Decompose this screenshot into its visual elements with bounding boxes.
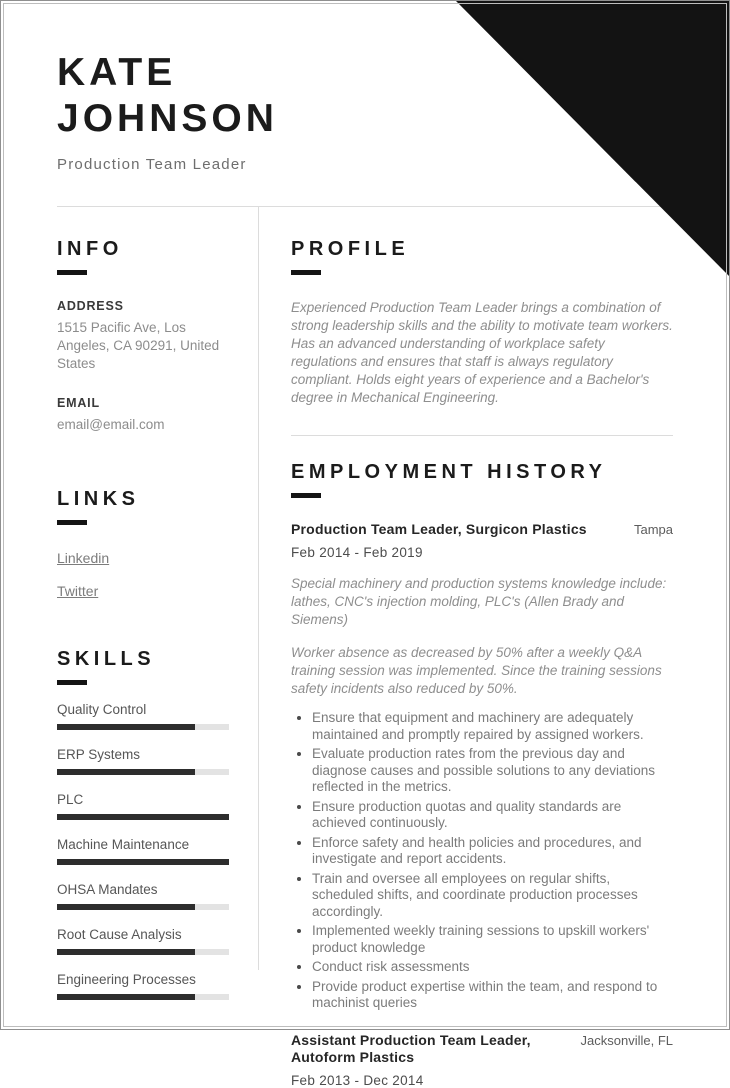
- skill-label: ERP Systems: [57, 747, 141, 762]
- profile-section: [291, 238, 673, 407]
- skill-bar: [57, 949, 229, 955]
- skill-item: [57, 882, 229, 910]
- bullet-item: • Evaluate production rates from the previous day and diagnose causes and possible solutions to any deviations reflected in the metrics.: [312, 746, 673, 796]
- profile-text: Experienced Production Team Leader brings a combination of strong leadership skills and the ability to motivate team workers. Has an advanced understanding of workplace safety regulations and ensures that staff is always regulatory compliant. Holds eight years of experience and a Bachelor's degree in Mechanical Engineering.: [291, 300, 673, 405]
- skill-label: OHSA Mandates: [57, 882, 158, 897]
- info-section: [57, 238, 229, 434]
- skill-item: [57, 927, 229, 955]
- heading-underline-bar: [291, 270, 321, 275]
- skill-label: Quality Control: [57, 702, 147, 717]
- heading-underline-bar: [291, 493, 321, 498]
- job-entry: [291, 1032, 673, 1088]
- bullet-item: • Ensure that equipment and machinery are adequately maintained and promptly repaired by assigned workers.: [312, 710, 673, 743]
- skill-item: [57, 792, 229, 820]
- bullet-item: • Implemented weekly training sessions to upskill workers' product knowledge: [312, 923, 673, 956]
- job-location: Jacksonville, FL: [580, 1032, 673, 1048]
- skill-bar: [57, 994, 229, 1000]
- skill-bar-fill: [57, 859, 229, 865]
- bullet-item: • Provide product expertise within the team, and respond to machinist queries: [312, 979, 673, 1012]
- job-location: Tampa: [633, 522, 673, 537]
- skills-section: [57, 648, 229, 1000]
- job-summary: Special machinery and production systems knowledge include: lathes, CNC's injection molding, PLC's (Allen Brady and Siemens): [291, 576, 667, 627]
- heading-underline-bar: [57, 680, 87, 685]
- address-value: 1515 Pacific Ave, Los Angeles, CA 90291, United States: [57, 320, 220, 371]
- heading-underline-bar: [57, 520, 87, 525]
- job-header: [291, 521, 673, 538]
- job-title: Production Team Leader, Surgicon Plastics: [291, 521, 587, 537]
- bullet-item: • Ensure production quotas and quality standards are achieved continuously.: [312, 799, 673, 832]
- skill-bar-fill: [57, 949, 195, 955]
- bullet-item: • Enforce safety and health policies and procedures, and investigate and report accidents.: [312, 835, 673, 868]
- linkedin-link[interactable]: Linkedin: [57, 550, 110, 566]
- skill-label: Machine Maintenance: [57, 837, 190, 852]
- main-column: [291, 238, 673, 1088]
- bullet-item: • Train and oversee all employees on regular shifts, scheduled shifts, and coordinate production processes accordingly.: [312, 871, 673, 921]
- skill-bar-fill: [57, 769, 195, 775]
- skill-bar: [57, 904, 229, 910]
- links-heading: LINKS: [57, 488, 140, 510]
- skill-item: [57, 702, 229, 730]
- skill-item: [57, 837, 229, 865]
- bullet-item: • Conduct risk assessments: [312, 959, 673, 976]
- skill-label: Engineering Processes: [57, 972, 196, 987]
- header: [57, 50, 397, 173]
- heading-underline-bar: [57, 270, 87, 275]
- skill-item: [57, 972, 229, 1000]
- skill-item: [57, 747, 229, 775]
- info-heading: INFO: [57, 238, 123, 260]
- skill-bar: [57, 769, 229, 775]
- person-name: KATE JOHNSON: [57, 51, 278, 141]
- skill-bar: [57, 724, 229, 730]
- employment-section: [291, 461, 673, 1088]
- skill-label: Root Cause Analysis: [57, 927, 182, 942]
- skill-bar-fill: [57, 814, 229, 820]
- job-header: [291, 1032, 673, 1066]
- employment-heading: EMPLOYMENT HISTORY: [291, 461, 607, 483]
- skill-bar-fill: [57, 994, 195, 1000]
- sidebar: [57, 238, 229, 1000]
- twitter-link[interactable]: Twitter: [57, 583, 99, 599]
- skill-bar: [57, 814, 229, 820]
- job-title: Assistant Production Team Leader, Autoform Plastics: [291, 1031, 531, 1065]
- profile-heading: PROFILE: [291, 238, 410, 260]
- job-dates: Feb 2014 - Feb 2019: [291, 545, 423, 560]
- address-label: ADDRESS: [57, 299, 124, 313]
- column-divider-line: [258, 206, 259, 970]
- header-divider-line: [57, 206, 690, 207]
- skill-bar-fill: [57, 724, 195, 730]
- job-summary: Worker absence as decreased by 50% after a weekly Q&A training session was implemented. Since the training sessions safety incidents also reduced by 50%.: [291, 645, 662, 696]
- job-dates: Feb 2013 - Dec 2014: [291, 1072, 424, 1088]
- skill-bar-fill: [57, 904, 195, 910]
- skill-label: PLC: [57, 792, 84, 807]
- email-label: EMAIL: [57, 396, 100, 410]
- section-divider-line: [291, 435, 673, 436]
- links-section: [57, 488, 229, 599]
- skills-heading: SKILLS: [57, 648, 156, 670]
- corner-triangle-decoration: [455, 0, 730, 277]
- job-bullet-list: [291, 710, 673, 1012]
- person-job-title: Production Team Leader: [57, 156, 247, 174]
- email-value: email@email.com: [57, 417, 165, 432]
- skill-bar: [57, 859, 229, 865]
- job-entry: [291, 521, 673, 1012]
